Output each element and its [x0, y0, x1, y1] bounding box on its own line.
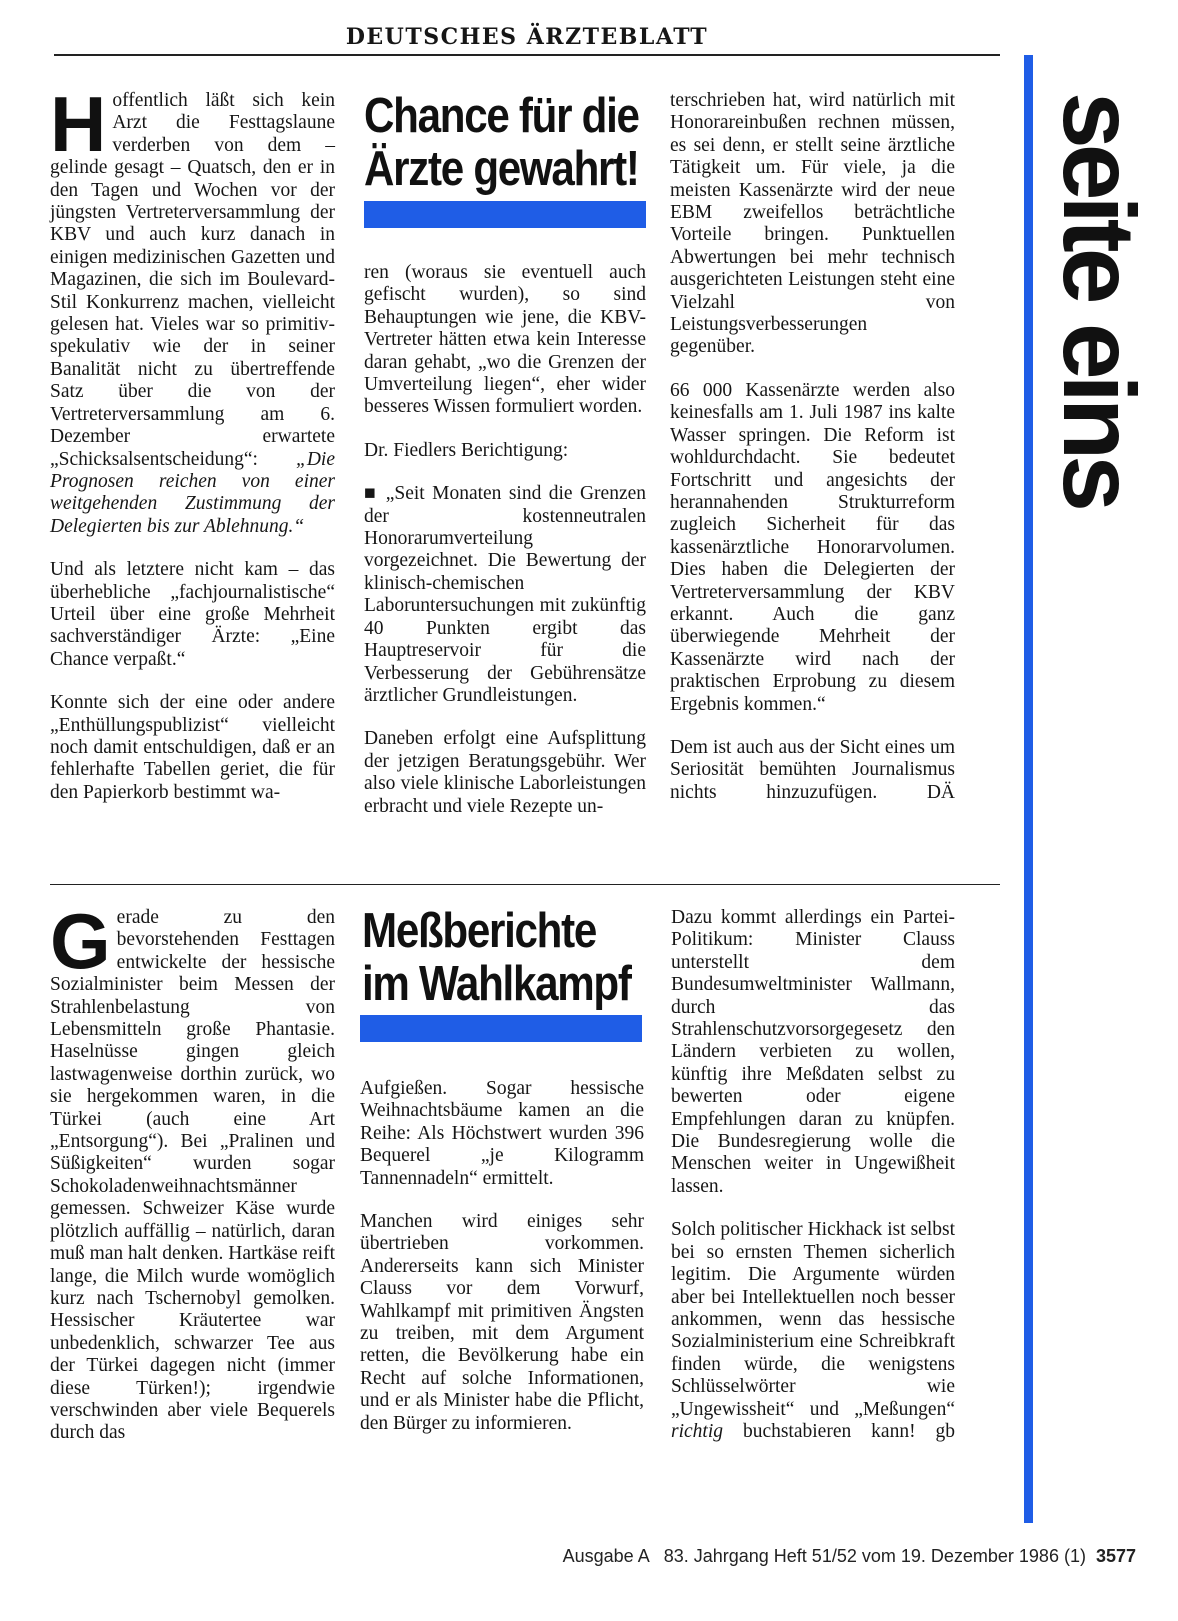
article2-signature: gb [935, 1420, 955, 1442]
page-footer [563, 1546, 1136, 1567]
page-number: 3577 [1095, 1546, 1136, 1566]
article2-paragraph: Dazu kommt allerdings ein Partei-Politikum: Minister Clauss unterstellt dem Bundesumweltminister Wallmann, durch das Strahlenschutzvorsorgegesetz den Ländern verbieten zu wollen, künftig ihre Meßdaten selbst zu bewerten oder eigene Empfehlungen daran zu knüpfen. Die Bundesregierung wolle die Menschen weiter in Ungewißheit lassen. [671, 907, 955, 1197]
article2-column-3 [671, 907, 955, 1464]
issue-info: Ausgabe A 83. Jahrgang Heft 51/52 vom 19. Dezember 1986 (1) [562, 1546, 1086, 1566]
article2-paragraph: Aufgießen. Sogar hessische Weihnachtsbäume kamen an die Reihe: Als Höchstwert wurden 396 Bequerel „je Kilogramm Tannennadeln“ ermittelt. [360, 1078, 644, 1189]
article2-paragraph: Manchen wird einiges sehr übertrieben vorkommen. Andererseits kann sich Minister Clauss vor dem Vorwurf, Wahlkampf mit primitiven Ängsten zu treiben, mit dem Argument retten, die Bevölkerung habe ein Recht auf solche Informationen, und er als Minister habe die Pflicht, den Bürger zu informieren. [360, 1211, 644, 1434]
article1-headline-bar [364, 201, 646, 228]
article1-paragraph: Konnte sich der eine oder andere „Enthüllungspublizist“ vielleicht noch damit entschuldigen, daß er an fehlerhafte Tabellen geriet, die für den Papierkorb bestimmt wa- [50, 692, 335, 803]
article2-dropcap: G [50, 897, 111, 985]
article2-column-1 [50, 897, 335, 1466]
article1-paragraph: ren (woraus sie eventuell auch gefischt wurden), so sind Behauptungen wie jene, die KBV-Vertreter hätten etwa kein Interesse daran gehabt, „wo die Grenzen der Umverteilung liegen“, eher wider besseres Wissen formuliert worden. [364, 262, 646, 418]
masthead-title: DEUTSCHES ÄRZTEBLATT [345, 24, 709, 50]
article2-paragraph: Gerade zu den bevorstehenden Festtagen entwickelte der hessische Sozialminister beim Messen der Strahlenbelastung von Lebensmitteln große Phantasie. Haselnüsse gingen gleich lastwagenweise dorthin zurück, wo sie hergekommen waren, in die Türkei (auch eine Art „Entsorgung“). Bei „Pralinen und Süßigkeiten“ wurden sogar Schokoladenweihnachtsmänner gemessen. Schweizer Käse wurde plötzlich auffällig – natürlich, daran muß man halt denken. Hartkäse reift lange, die Milch wurde womöglich kurz nach Tschernobyl gemolken. Hessischer Kräutertee war unbedenklich, schwarzer Tee aus der Türkei dagegen nicht (immer diese Türken!); irgendwie verschwinden aber viele Bequerels durch das [50, 897, 335, 1444]
article1-paragraph: Dr. Fiedlers Berichtigung: [364, 439, 569, 461]
article1-quote: „Die Prognosen reichen von einer weitgehenden Zustimmung der Delegierten bis zur Ablehnung.“ [50, 448, 335, 537]
article1-paragraph: Und als letztere nicht kam – das überhebliche „fachjournalistische“ Urteil über eine große Mehrheit sachverständiger Ärzte: „Eine Chance verpaßt.“ [50, 559, 335, 670]
article1-paragraph: terschrieben hat, wird natürlich mit Honorareinbußen rechnen müssen, es sei denn, er stellt seine ärztliche Tätigkeit um. Für viele, ja die meisten Kassenärzte wird der neue EBM zweifellos beträchtliche Vorteile bringen. Punktuellen Abwertungen bei mehr technisch ausgerichteten Leistungen steht eine Vielzahl von Leistungsverbesserungen gegenüber. [670, 90, 955, 358]
article-divider [50, 884, 1000, 885]
section-title-seite-eins: seite eins [1042, 92, 1156, 507]
bullet-square-icon: ■ [364, 483, 379, 505]
article1-column-1 [50, 80, 335, 825]
article1-paragraph: 66 000 Kassenärzte werden also keinesfalls am 1. Juli 1987 ins kalte Wasser springen. Die Reform ist wohldurchdacht. Sie bedeutet Fortschritt und angesichts der herannahenden Strukturreform zugleich Sicherheit für das kassenärztliche Honorarvolumen. Dies haben die Delegierten der Vertreterversammlung der KBV erkannt. Auch die ganz überwiegende Mehrheit der Kassenärzte wird nach der praktischen Erprobung zu diesem Ergebnis kommen.“ [670, 379, 955, 715]
article1-quote-paragraph: ■ „Seit Monaten sind die Grenzen der kostenneutralen Honorarumverteilung vorgezeichnet. Die Bewertung der klinisch-chemischen Laboruntersuchungen mit zukünftig 40 Punkten ergibt das Hauptreservoir für die Verbesserung der Gebührensätze ärztlicher Grundleistungen. [364, 483, 646, 706]
article1-signature: DÄ [926, 781, 955, 803]
article2-headline: Meßberichte im Wahlkampf [362, 904, 631, 1011]
article1-column-3 [670, 90, 955, 825]
article2-headline-bar [360, 1015, 642, 1042]
sidebar-accent-bar [1024, 55, 1033, 1523]
article1-headline: Chance für die Ärzte gewahrt! [364, 89, 639, 196]
article1-paragraph: Hoffentlich läßt sich kein Arzt die Festtagslaune verderben von dem – gelinde gesagt – Quatsch, den er in den Tagen und Wochen vor der jüngsten Vertreterversammlung der KBV und auch kurz danach in einigen medizinischen Gazetten und Magazinen, die sich im Boulevard-Stil Konkurrenz machen, vielleicht gelesen hat. Vieles war so primitiv-spekulativ wie der in seiner Banalität nicht zu übertreffende Satz über die von der Vertreterversammlung am 6. Dezember erwartete „Schicksalsentscheidung“: „Die Prognosen reichen von einer weitgehenden Zustimmung der Delegierten bis zur Ablehnung.“ [50, 80, 335, 537]
masthead [54, 22, 1000, 56]
article1-paragraph: Dem ist auch aus der Sicht eines um Seriosität bemühten Journalismus nichts hinzuzufügen. DÄ [670, 736, 955, 803]
article2-paragraph: Solch politischer Hickhack ist selbst bei so ernsten Themen sicherlich legitim. Die Argumente würden aber bei Intellektuellen noch besser ankommen, wenn das hessische Sozialministerium eine Schreibkraft finden würde, die wenigstens Schlüsselwörter wie „Ungewissheit“ und „Meßungen“ richtig buchstabieren kann! gb [671, 1219, 955, 1442]
article1-dropcap: H [50, 80, 107, 168]
article1-column-2 [364, 262, 646, 839]
article2-column-2 [360, 1078, 644, 1456]
article1-paragraph: Daneben erfolgt eine Aufsplittung der jetzigen Beratungsgebühr. Wer also viele klinische Laborleistungen erbracht und viele Rezepte un- [364, 728, 646, 817]
